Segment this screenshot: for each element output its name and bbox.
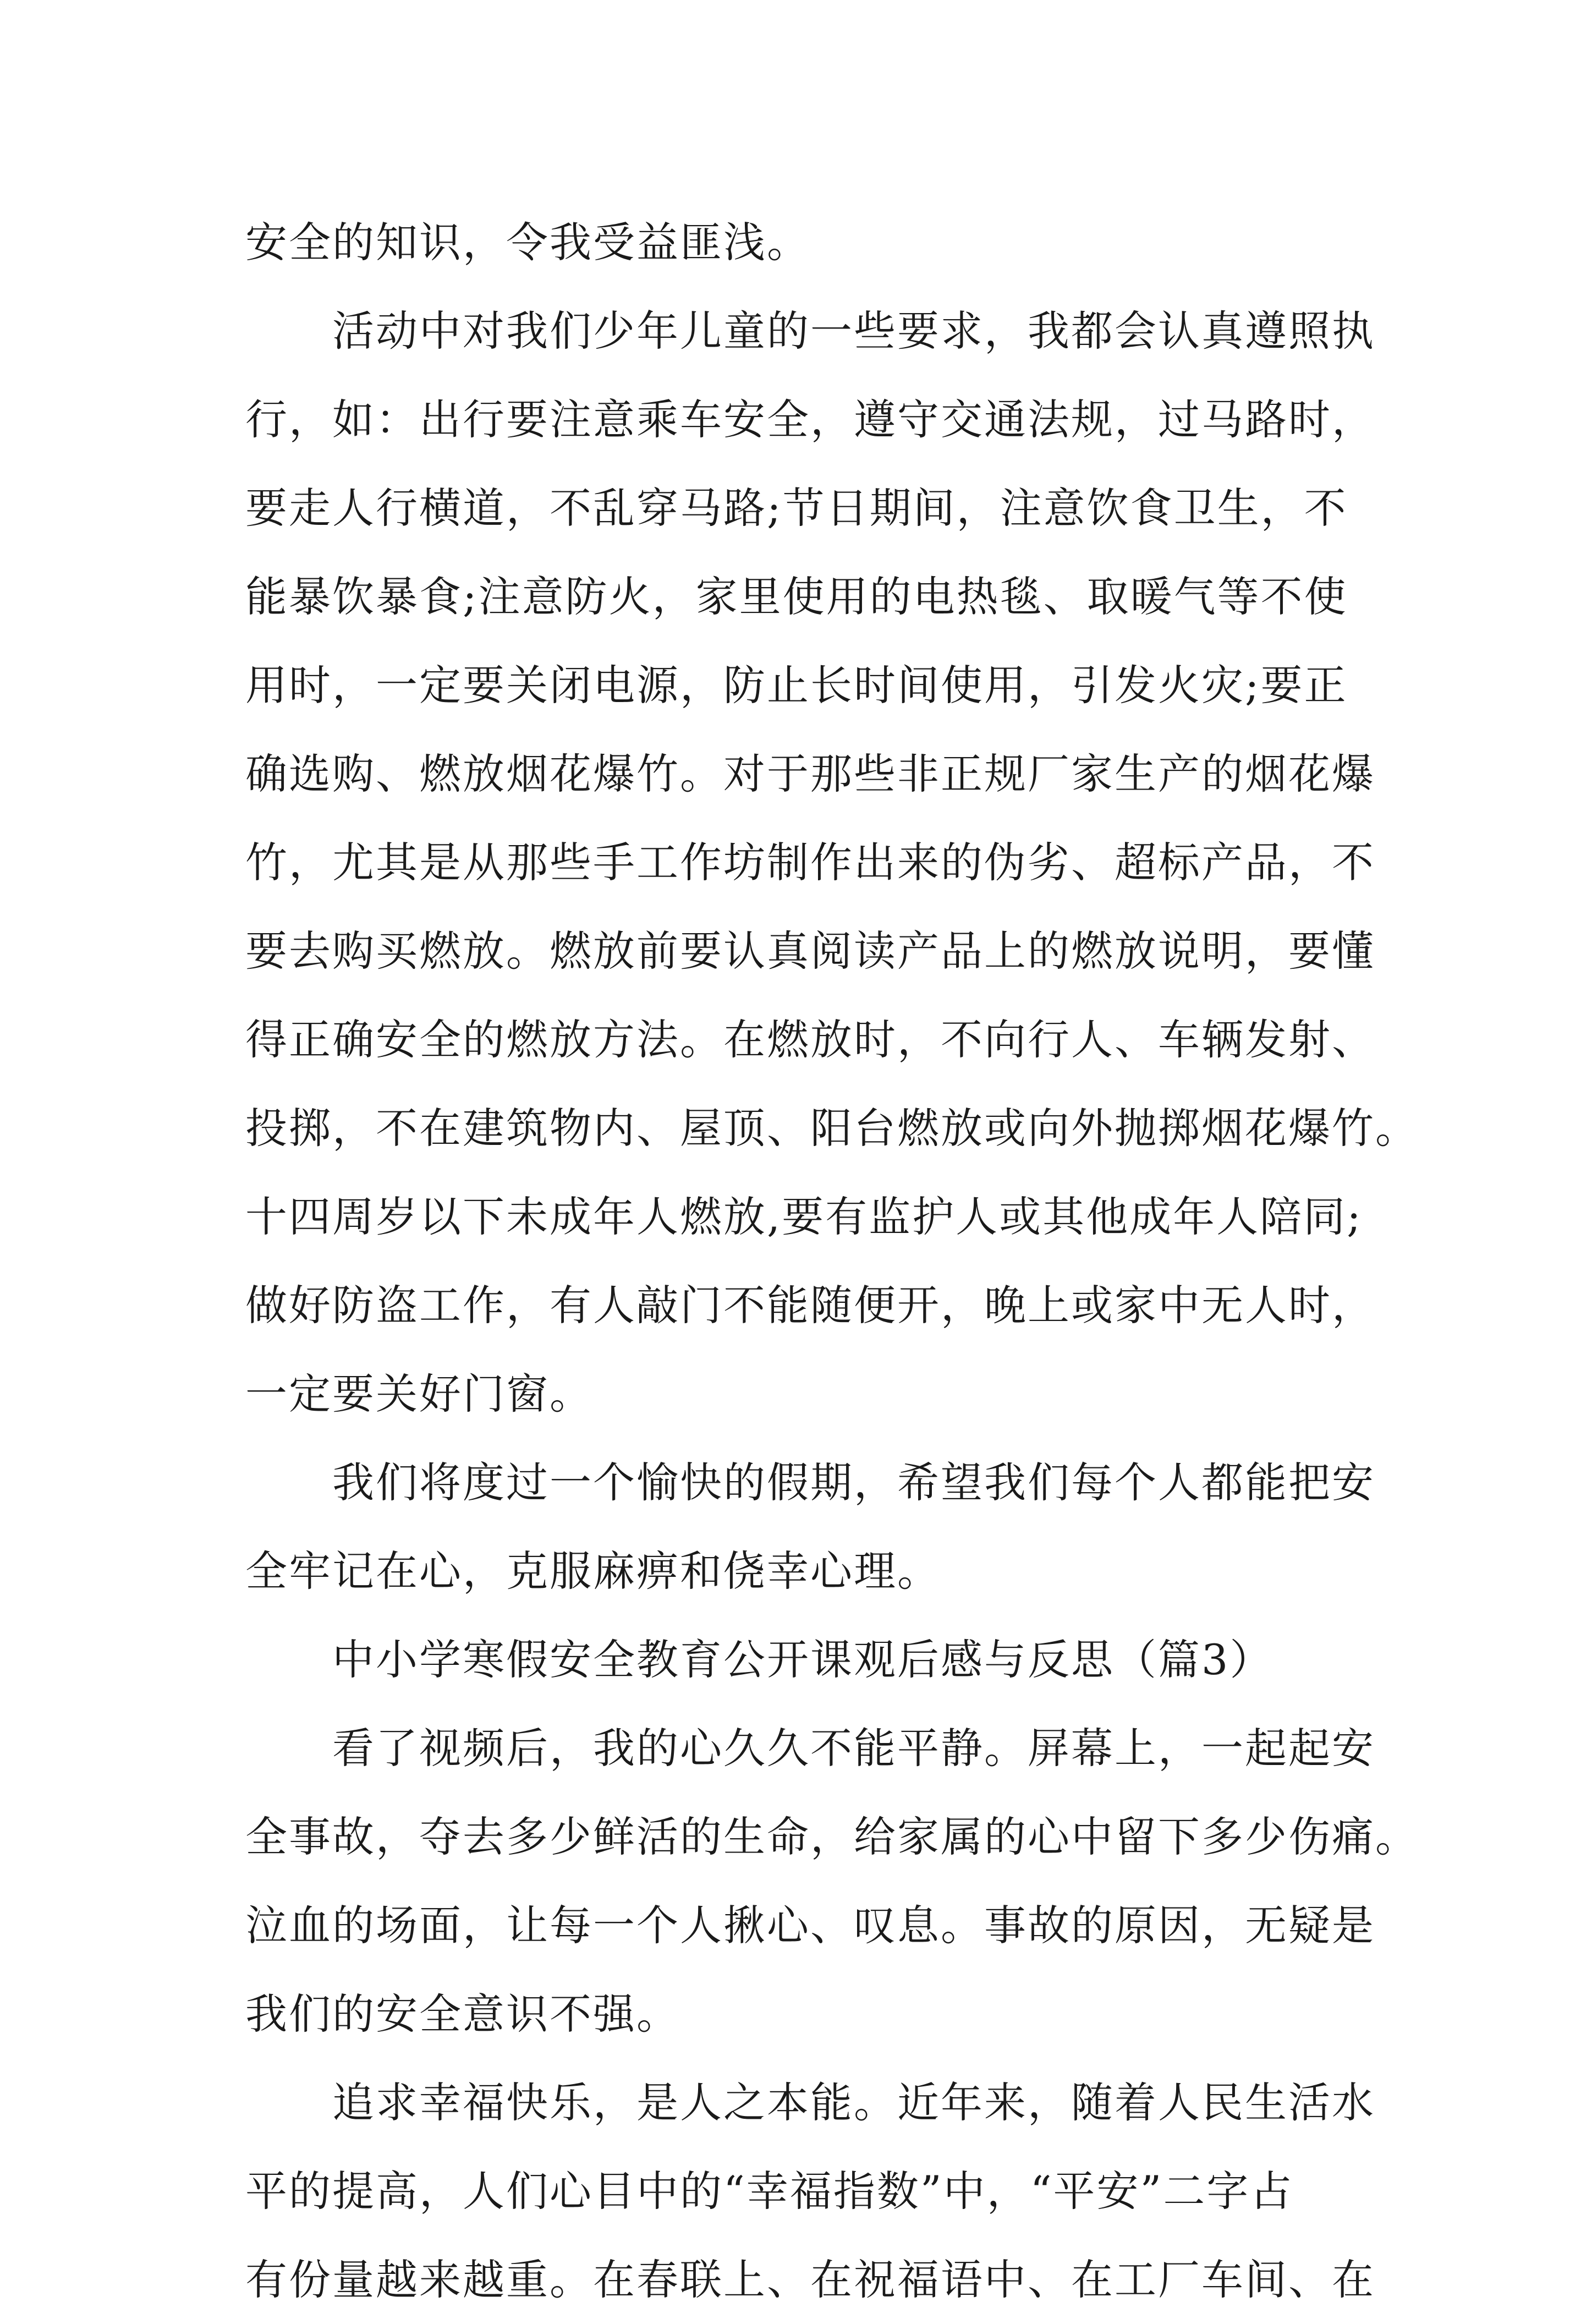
text-line: 安全的知识，令我受益匪浅。 <box>245 218 810 267</box>
text-line: 用时，一定要关闭电源，防止长时间使用，引发火灾;要正 <box>245 661 1348 710</box>
text-line: 平的提高，人们心目中的“幸福指数”中，“平安”二字占 <box>245 2167 1294 2216</box>
text-line: 泣血的场面，让每一个人揪心、叹息。事故的原因，无疑是 <box>245 1901 1375 1950</box>
text-line: 十四周岁以下未成年人燃放,要有监护人或其他成年人陪同; <box>245 1192 1363 1241</box>
text-line: 行，如：出行要注意乘车安全，遵守交通法规，过马路时， <box>245 395 1375 444</box>
text-line: 投掷，不在建筑物内、屋顶、阳台燃放或向外抛掷烟花爆竹。 <box>245 1104 1419 1153</box>
body-text <box>245 198 1419 2324</box>
text-line: 追求幸福快乐，是人之本能。近年来，随着人民生活水 <box>332 2078 1375 2127</box>
text-line: 活动中对我们少年儿童的一些要求，我都会认真遵照执 <box>332 306 1375 355</box>
text-line: 看了视频后，我的心久久不能平静。屏幕上，一起起安 <box>332 1724 1375 1773</box>
text-line: 一定要关好门窗。 <box>245 1369 593 1418</box>
text-line: 要去购买燃放。燃放前要认真阅读产品上的燃放说明，要懂 <box>245 927 1375 975</box>
text-line: 要走人行横道，不乱穿马路;节日期间，注意饮食卫生，不 <box>245 484 1348 533</box>
text-line: 全牢记在心，克服麻痹和侥幸心理。 <box>245 1547 941 1596</box>
text-line: 得正确安全的燃放方法。在燃放时，不向行人、车辆发射、 <box>245 1015 1375 1064</box>
text-line: 全事故，夺去多少鲜活的生命，给家属的心中留下多少伤痛。 <box>245 1812 1419 1861</box>
text-line: 我们将度过一个愉快的假期，希望我们每个人都能把安 <box>332 1458 1375 1507</box>
text-line: 能暴饮暴食;注意防火，家里使用的电热毯、取暖气等不使 <box>245 572 1348 621</box>
text-line: 确选购、燃放烟花爆竹。对于那些非正规厂家生产的烟花爆 <box>245 749 1375 798</box>
text-line: 竹，尤其是从那些手工作坊制作出来的伪劣、超标产品，不 <box>245 838 1375 887</box>
text-line: 我们的安全意识不强。 <box>245 1989 680 2038</box>
text-line: 有份量越来越重。在春联上、在祝福语中、在工厂车间、在 <box>245 2255 1375 2304</box>
section-heading: 中小学寒假安全教育公开课观后感与反思（篇3） <box>332 1635 1273 1684</box>
text-line: 做好防盗工作，有人敲门不能随便开，晚上或家中无人时， <box>245 1281 1375 1330</box>
